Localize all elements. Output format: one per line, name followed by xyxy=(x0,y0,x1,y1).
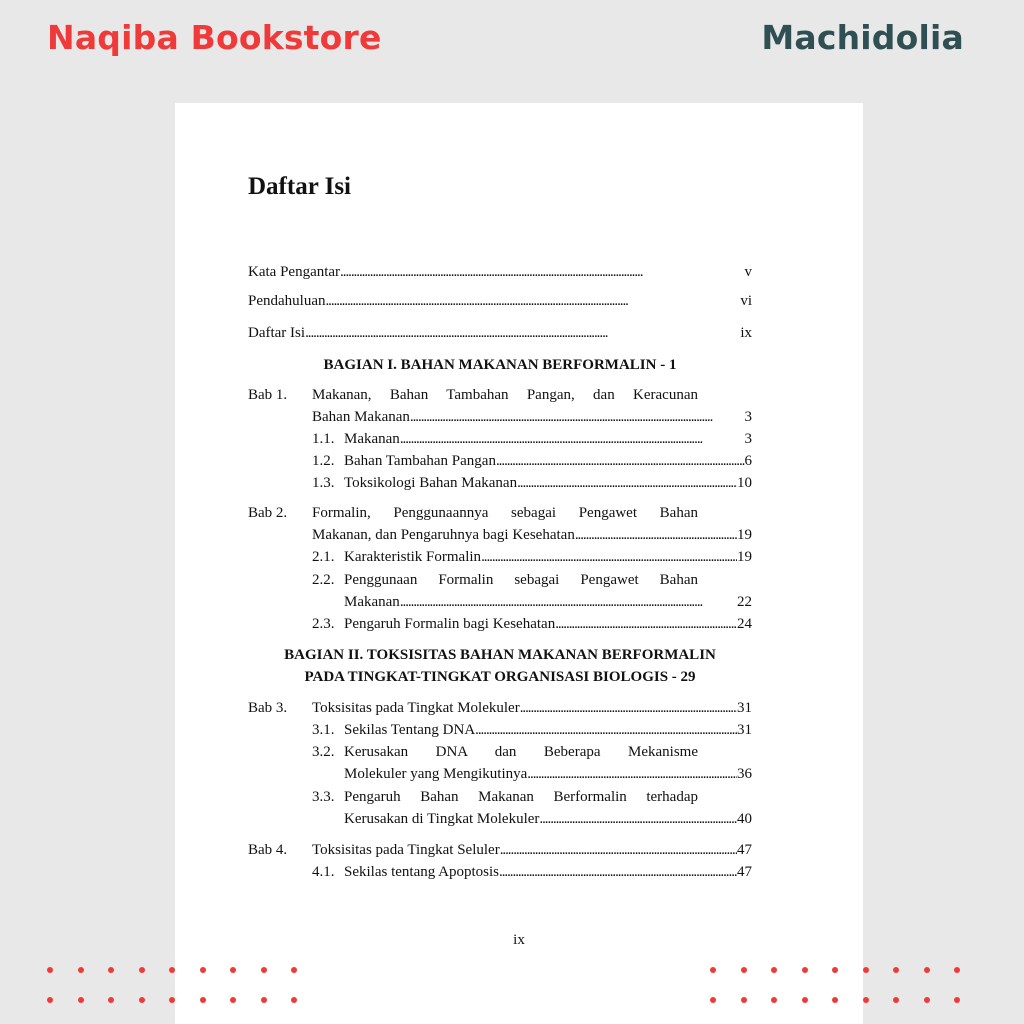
decorative-dot xyxy=(893,967,899,973)
decorative-dot xyxy=(291,997,297,1003)
dot-leader xyxy=(539,808,737,830)
toc-entry-2-1 xyxy=(312,546,752,568)
dot-leader xyxy=(500,839,737,861)
chapter-number: Bab 1. xyxy=(248,387,288,403)
toc-entry-page: 6 xyxy=(744,453,752,469)
decorative-dot xyxy=(741,997,747,1003)
decorative-dot xyxy=(741,967,747,973)
decorative-dot xyxy=(78,997,84,1003)
dot-leader xyxy=(496,450,745,472)
section-title-line: Penggunaan Formalin sebagai Pengawet Bahan xyxy=(344,572,698,588)
toc-entry-1-3 xyxy=(312,472,752,494)
toc-entry-page: 47 xyxy=(737,842,752,858)
toc-entry-label: Toksisitas pada Tingkat Molekuler xyxy=(312,700,520,716)
dot-leader xyxy=(520,697,737,719)
decorative-dot xyxy=(771,997,777,1003)
decorative-dot xyxy=(832,967,838,973)
dot-leader xyxy=(400,591,737,613)
dot-leader xyxy=(481,546,737,568)
decorative-dot xyxy=(261,997,267,1003)
decorative-dot xyxy=(230,997,236,1003)
decorative-dot xyxy=(802,997,808,1003)
section-number: 3.2. xyxy=(312,744,335,760)
section-title-line: Pengaruh Bahan Makanan Berformalin terhadap xyxy=(344,789,698,805)
dot-leader xyxy=(305,322,740,344)
section-number: 2.2. xyxy=(312,572,335,588)
decorative-dot xyxy=(78,967,84,973)
decorative-dot xyxy=(954,967,960,973)
decorative-dot xyxy=(200,997,206,1003)
toc-entry-page: v xyxy=(744,264,752,280)
chapter-title-line: Formalin, Penggunaannya sebagai Pengawet Bahan xyxy=(312,505,698,521)
toc-entry-page: 31 xyxy=(737,700,752,716)
decorative-dot xyxy=(771,967,777,973)
toc-entry-3-3 xyxy=(344,808,752,830)
toc-entry-label: Pengaruh Formalin bagi Kesehatan xyxy=(344,616,556,632)
decorative-dot xyxy=(893,997,899,1003)
document-page xyxy=(175,103,863,1024)
part-heading-2-line-1: BAGIAN II. TOKSISITAS BAHAN MAKANAN BERFORMALIN xyxy=(284,647,716,663)
toc-entry-1-2 xyxy=(312,450,752,472)
dot-leader xyxy=(340,261,744,283)
section-title-line: Kerusakan DNA dan Beberapa Mekanisme xyxy=(344,744,698,760)
toc-entry-label: Daftar Isi xyxy=(248,325,306,341)
toc-entry-page: 3 xyxy=(744,431,752,447)
part-heading-1: BAGIAN I. BAHAN MAKANAN BERFORMALIN - 1 xyxy=(323,357,677,373)
toc-entry-bab-2 xyxy=(312,524,752,546)
toc-entry-label: Sekilas Tentang DNA xyxy=(344,722,476,738)
decorative-dot xyxy=(863,967,869,973)
toc-entry-label: Bahan Makanan xyxy=(312,409,410,425)
page-footer-number: ix xyxy=(513,932,525,948)
chapter-number: Bab 4. xyxy=(248,842,288,858)
toc-entry-label: Sekilas tentang Apoptosis xyxy=(344,864,499,880)
toc-entry-kata-pengantar xyxy=(248,261,752,283)
toc-entry-label: Pendahuluan xyxy=(248,293,326,309)
decorative-dot xyxy=(47,997,53,1003)
decorative-dot xyxy=(139,997,145,1003)
decorative-dot xyxy=(863,997,869,1003)
chapter-title-line: Makanan, Bahan Tambahan Pangan, dan Keracunan xyxy=(312,387,698,403)
toc-entry-bab-4 xyxy=(248,839,752,861)
toc-entry-pendahuluan xyxy=(248,290,752,312)
decorative-dot xyxy=(954,997,960,1003)
toc-entry-label: Makanan, dan Pengaruhnya bagi Kesehatan xyxy=(312,527,575,543)
toc-entry-label: Karakteristik Formalin xyxy=(344,549,482,565)
toc-entry-page: ix xyxy=(740,325,752,341)
toc-entry-page: 24 xyxy=(737,616,752,632)
brand-naqiba-bookstore: Naqiba Bookstore xyxy=(47,18,382,57)
section-number: 2.1. xyxy=(312,549,335,565)
dot-leader xyxy=(400,428,745,450)
decorative-dot xyxy=(832,997,838,1003)
decorative-dot xyxy=(230,967,236,973)
toc-entry-4-1 xyxy=(312,861,752,883)
toc-entry-page: 31 xyxy=(737,722,752,738)
decorative-dot xyxy=(169,967,175,973)
brand-machidolia: Machidolia xyxy=(761,18,964,57)
toc-entry-label: Toksisitas pada Tingkat Seluler xyxy=(312,842,500,858)
toc-entry-label: Toksikologi Bahan Makanan xyxy=(344,475,518,491)
toc-entry-label: Kata Pengantar xyxy=(248,264,341,280)
decorative-dot xyxy=(710,967,716,973)
toc-entry-bab-3 xyxy=(248,697,752,719)
toc-entry-page: 19 xyxy=(737,549,752,565)
toc-entry-page: 36 xyxy=(737,766,752,782)
chapter-number: Bab 3. xyxy=(248,700,288,716)
decorative-dot xyxy=(108,997,114,1003)
toc-entry-page: 19 xyxy=(737,527,752,543)
dot-leader xyxy=(517,472,737,494)
dot-leader xyxy=(325,290,740,312)
section-number: 1.2. xyxy=(312,453,335,469)
decorative-dot xyxy=(200,967,206,973)
part-heading-2-line-2: PADA TINGKAT-TINGKAT ORGANISASI BIOLOGIS - 29 xyxy=(304,669,696,685)
dot-leader xyxy=(575,524,737,546)
dot-leader xyxy=(527,763,737,785)
section-number: 1.3. xyxy=(312,475,335,491)
toc-entry-label: Molekuler yang Mengikutinya xyxy=(344,766,528,782)
decorative-dot xyxy=(261,967,267,973)
decorative-dot xyxy=(924,997,930,1003)
toc-entry-page: 40 xyxy=(737,811,752,827)
toc-entry-page: 47 xyxy=(737,864,752,880)
toc-entry-label: Makanan xyxy=(344,431,400,447)
section-number: 3.1. xyxy=(312,722,335,738)
section-number: 1.1. xyxy=(312,431,335,447)
section-number: 2.3. xyxy=(312,616,335,632)
toc-entry-1-1 xyxy=(312,428,752,450)
decorative-dot xyxy=(802,967,808,973)
decorative-dot xyxy=(139,967,145,973)
toc-entry-label: Kerusakan di Tingkat Molekuler xyxy=(344,811,540,827)
toc-entry-2-2 xyxy=(344,591,752,613)
decorative-dot xyxy=(47,967,53,973)
section-number: 3.3. xyxy=(312,789,335,805)
chapter-number: Bab 2. xyxy=(248,505,288,521)
decorative-dot xyxy=(169,997,175,1003)
toc-entry-daftar-isi xyxy=(248,322,752,344)
toc-entry-page: 10 xyxy=(737,475,752,491)
section-number: 4.1. xyxy=(312,864,335,880)
toc-entry-label: Makanan xyxy=(344,594,400,610)
toc-entry-page: 22 xyxy=(737,594,752,610)
toc-entry-3-2 xyxy=(344,763,752,785)
decorative-dot xyxy=(710,997,716,1003)
decorative-dot xyxy=(924,967,930,973)
toc-entry-page: vi xyxy=(740,293,752,309)
decorative-dot xyxy=(108,967,114,973)
toc-entry-label: Bahan Tambahan Pangan xyxy=(344,453,496,469)
dot-leader xyxy=(475,719,737,741)
toc-entry-2-3 xyxy=(312,613,752,635)
toc-entry-3-1 xyxy=(312,719,752,741)
page-title: Daftar Isi xyxy=(248,173,352,200)
dot-leader xyxy=(410,406,745,428)
dot-leader xyxy=(555,613,737,635)
dot-leader xyxy=(499,861,737,883)
toc-entry-page: 3 xyxy=(744,409,752,425)
table-of-contents xyxy=(248,103,752,1024)
decorative-dot xyxy=(291,967,297,973)
toc-entry-bab-1 xyxy=(312,406,752,428)
